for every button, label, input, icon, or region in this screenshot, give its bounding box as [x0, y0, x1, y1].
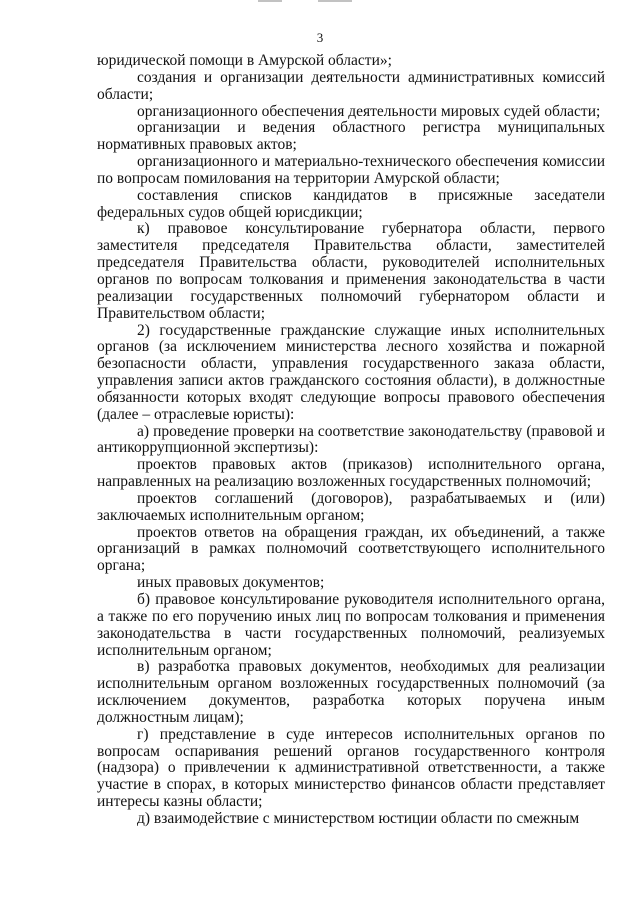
- scan-artifact-right: [318, 0, 352, 2]
- paragraph: б) правовое консультирование руководителя исполнительного органа, а также по его поручению иных лиц по вопросам толкования и применения законодательства в части государственных полномочий, реализуемых исполнительным органом;: [97, 591, 605, 659]
- paragraph: в) разработка правовых документов, необходимых для реализации исполнительным органом возложенных государственных полномочий (за исключением документов, разработка которых поручена иным должностным лицам);: [97, 658, 605, 726]
- paragraph: создания и организации деятельности административных комиссий области;: [97, 68, 605, 103]
- paragraph: проектов ответов на обращения граждан, их объединений, а также организаций в рамках полномочий соответствующего исполнительного органа;: [97, 523, 605, 575]
- paragraph: проектов правовых актов (приказов) исполнительного органа, направленных на реализацию возложенных государственных полномочий;: [97, 456, 605, 491]
- paragraph: составления списков кандидатов в присяжные заседатели федеральных судов общей юрисдикции;: [97, 186, 605, 221]
- paragraph: проектов соглашений (договоров), разрабатываемых и (или) заключаемых исполнительным органом;: [97, 489, 605, 524]
- page-number: 3: [316, 30, 324, 45]
- paragraph: организации и ведения областного регистра муниципальных нормативных правовых актов;: [97, 119, 605, 154]
- paragraph: организационного и материально-технического обеспечения комиссии по вопросам помилования на территории Амурской области;: [97, 153, 605, 187]
- paragraph: а) проведение проверки на соответствие законодательству (правовой и антикоррупционной экспертизы):: [97, 422, 605, 457]
- scan-artifact-left: [258, 0, 282, 2]
- paragraph: 2) государственные гражданские служащие иных исполнительных органов (за исключением министерства лесного хозяйства и пожарной безопасности области, управления государственного заказа области, управления записи актов гражданского состояния области), в должностные обязанности которых входят следующие вопросы правового обеспечения (далее – отраслевые юристы):: [97, 321, 605, 423]
- paragraph: г) представление в суде интересов исполнительных органов по вопросам оспаривания решений органов государственного контроля (надзора) о привлечении к административной ответственности, а также участие в спорах, в которых министерство финансов области представляет интересы казны области;: [97, 725, 605, 811]
- paragraph: к) правовое консультирование губернатора области, первого заместителя председателя Правительства области, заместителей председателя Правительства области, руководителей исполнительных органов по вопросам толкования и применения законодательства в части реализации государственных полномочий губернатором области и Правительством области;: [97, 220, 605, 322]
- paragraph: иных правовых документов;: [137, 574, 325, 592]
- paragraph: организационного обеспечения деятельности мировых судей области;: [137, 102, 601, 120]
- paragraph: юридической помощи в Амурской области»;: [97, 52, 392, 69]
- paragraph: д) взаимодействие с министерством юстиции области по смежным: [137, 809, 580, 827]
- document-body: [97, 53, 605, 828]
